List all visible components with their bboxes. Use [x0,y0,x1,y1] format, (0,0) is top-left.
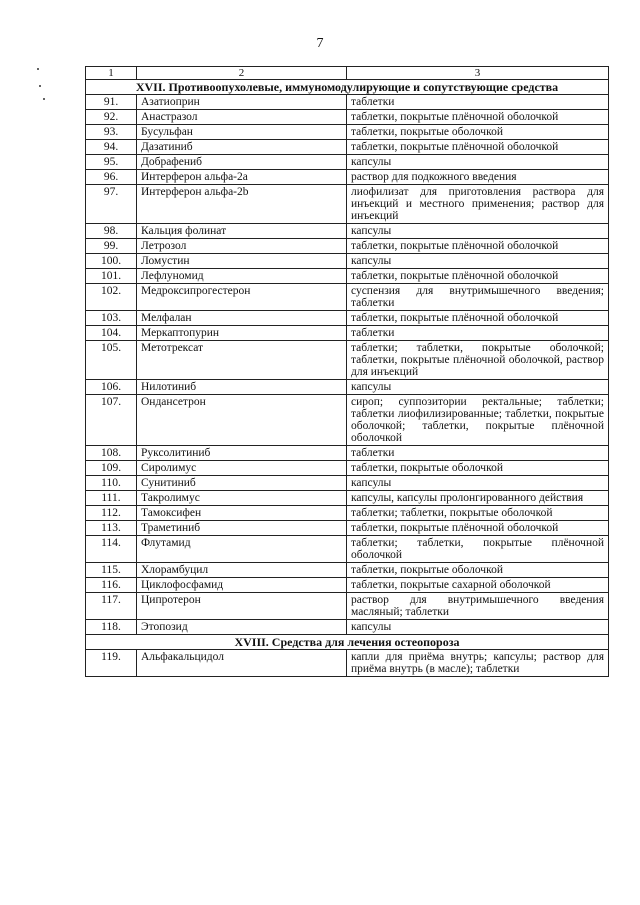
section-title: XVIII. Средства для лечения остеопороза [86,635,609,650]
row-number: 114. [86,536,137,563]
margin-dot [37,68,39,70]
dosage-form: таблетки, покрытые сахарной оболочкой [347,578,609,593]
row-number: 101. [86,269,137,284]
drug-name: Метотрексат [137,341,347,380]
table-row [86,620,609,635]
column-number-row [86,67,609,80]
dosage-form: суспензия для внутримышечного введения; таблетки [347,284,609,311]
medication-table-body [86,67,609,677]
row-number: 107. [86,395,137,446]
row-number: 113. [86,521,137,536]
drug-name: Меркаптопурин [137,326,347,341]
drug-name: Бусульфан [137,125,347,140]
column-number: 1 [86,67,137,80]
table-row [86,224,609,239]
dosage-form: сироп; суппозитории ректальные; таблетки; таблетки лиофилизированные; таблетки, покрытые оболочкой; таблетки, покрытые плёночной оболочкой [347,395,609,446]
table-row [86,563,609,578]
table-row [86,269,609,284]
section-header-row [86,635,609,650]
drug-name: Этопозид [137,620,347,635]
section-title: XVII. Противоопухолевые, иммуномодулирующие и сопутствующие средства [86,80,609,95]
row-number: 94. [86,140,137,155]
table-row [86,341,609,380]
row-number: 95. [86,155,137,170]
dosage-form: таблетки [347,326,609,341]
table-row [86,521,609,536]
dosage-form: капли для приёма внутрь; капсулы; раствор для приёма внутрь (в масле); таблетки [347,650,609,677]
row-number: 102. [86,284,137,311]
table-row [86,446,609,461]
dosage-form: капсулы [347,620,609,635]
drug-name: Руксолитиниб [137,446,347,461]
drug-name: Тамоксифен [137,506,347,521]
drug-name: Лефлуномид [137,269,347,284]
table-row [86,239,609,254]
column-number: 3 [347,67,609,80]
table-row [86,491,609,506]
row-number: 100. [86,254,137,269]
drug-name: Мелфалан [137,311,347,326]
dosage-form: таблетки [347,95,609,110]
row-number: 115. [86,563,137,578]
table-row [86,461,609,476]
drug-name: Летрозол [137,239,347,254]
drug-name: Ломустин [137,254,347,269]
margin-dot [43,98,45,100]
dosage-form: капсулы, капсулы пролонгированного действия [347,491,609,506]
table-row [86,506,609,521]
dosage-form: капсулы [347,155,609,170]
drug-name: Ципротерон [137,593,347,620]
dosage-form: таблетки, покрытые плёночной оболочкой [347,239,609,254]
dosage-form: капсулы [347,380,609,395]
table-row [86,326,609,341]
drug-name: Азатиоприн [137,95,347,110]
table-row [86,140,609,155]
table-row [86,395,609,446]
row-number: 104. [86,326,137,341]
table-row [86,476,609,491]
drug-name: Траметиниб [137,521,347,536]
table-row [86,155,609,170]
dosage-form: таблетки, покрытые плёночной оболочкой [347,269,609,284]
table-row [86,185,609,224]
drug-name: Интерферон альфа-2а [137,170,347,185]
row-number: 112. [86,506,137,521]
table-row [86,593,609,620]
drug-name: Флутамид [137,536,347,563]
dosage-form: таблетки, покрытые плёночной оболочкой [347,110,609,125]
drug-name: Анастразол [137,110,347,125]
drug-name: Такролимус [137,491,347,506]
dosage-form: раствор для подкожного введения [347,170,609,185]
dosage-form: капсулы [347,254,609,269]
page-number: 7 [316,36,324,51]
table-row [86,311,609,326]
table-row [86,95,609,110]
row-number: 108. [86,446,137,461]
drug-name: Интерферон альфа-2b [137,185,347,224]
margin-dot [39,85,41,87]
table-row [86,110,609,125]
table-row [86,578,609,593]
row-number: 97. [86,185,137,224]
table-row [86,284,609,311]
row-number: 96. [86,170,137,185]
row-number: 93. [86,125,137,140]
drug-name: Сиролимус [137,461,347,476]
row-number: 117. [86,593,137,620]
table-row [86,125,609,140]
dosage-form: таблетки; таблетки, покрытые оболочкой; таблетки, покрытые плёночной оболочкой, раствор для инъекций [347,341,609,380]
dosage-form: капсулы [347,476,609,491]
table-row [86,650,609,677]
row-number: 106. [86,380,137,395]
drug-name: Хлорамбуцил [137,563,347,578]
row-number: 110. [86,476,137,491]
row-number: 91. [86,95,137,110]
row-number: 105. [86,341,137,380]
dosage-form: таблетки, покрытые оболочкой [347,125,609,140]
row-number: 118. [86,620,137,635]
dosage-form: таблетки; таблетки, покрытые плёночной оболочкой [347,536,609,563]
dosage-form: раствор для внутримышечного введения масляный; таблетки [347,593,609,620]
dosage-form: лиофилизат для приготовления раствора для инъекций и местного применения; раствор для инъекций [347,185,609,224]
dosage-form: таблетки, покрытые плёночной оболочкой [347,521,609,536]
drug-name: Медроксипрогестерон [137,284,347,311]
row-number: 103. [86,311,137,326]
dosage-form: капсулы [347,224,609,239]
table-row [86,170,609,185]
drug-name: Альфакальцидол [137,650,347,677]
row-number: 99. [86,239,137,254]
dosage-form: таблетки [347,446,609,461]
drug-name: Нилотиниб [137,380,347,395]
drug-name: Дазатиниб [137,140,347,155]
row-number: 119. [86,650,137,677]
row-number: 109. [86,461,137,476]
row-number: 116. [86,578,137,593]
dosage-form: таблетки, покрытые оболочкой [347,461,609,476]
dosage-form: таблетки, покрытые оболочкой [347,563,609,578]
dosage-form: таблетки, покрытые плёночной оболочкой [347,311,609,326]
drug-name: Добрафениб [137,155,347,170]
table-row [86,380,609,395]
row-number: 92. [86,110,137,125]
medication-table [85,66,609,677]
table-row [86,536,609,563]
table-row [86,254,609,269]
drug-name: Кальция фолинат [137,224,347,239]
row-number: 98. [86,224,137,239]
dosage-form: таблетки; таблетки, покрытые оболочкой [347,506,609,521]
drug-name: Ондансетрон [137,395,347,446]
column-number: 2 [137,67,347,80]
drug-name: Циклофосфамид [137,578,347,593]
section-header-row [86,80,609,95]
row-number: 111. [86,491,137,506]
dosage-form: таблетки, покрытые плёночной оболочкой [347,140,609,155]
drug-name: Сунитиниб [137,476,347,491]
